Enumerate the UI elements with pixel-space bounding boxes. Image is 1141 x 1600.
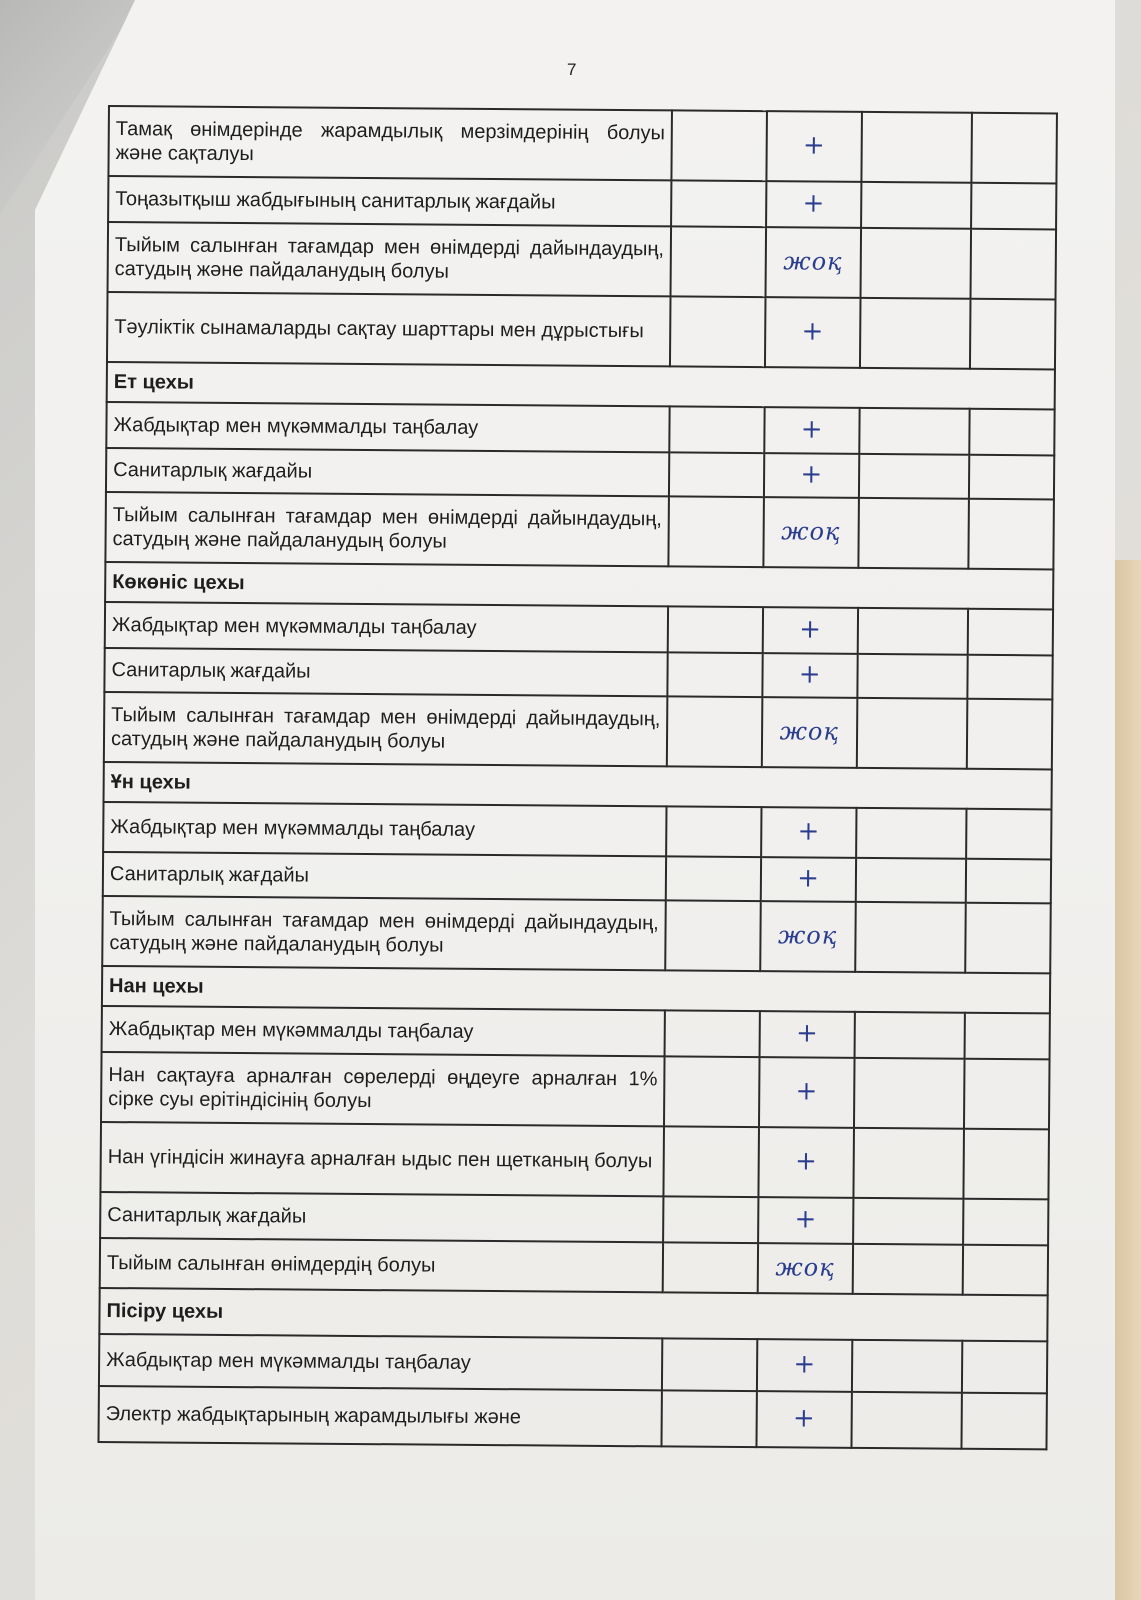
handwritten-mark: + [801,316,824,347]
table-row [102,896,1051,973]
empty-cell [968,655,1053,700]
empty-cell [851,1340,962,1393]
section-title: Ұн цехы [104,762,1052,809]
empty-cell [855,902,966,973]
empty-cell [665,1010,760,1057]
handwritten-mark-cell [765,227,860,298]
section-title: Нан цехы [102,966,1050,1013]
criterion-text: Тыйым салынған өнімдердің болуы [100,1238,664,1292]
handwritten-mark: + [800,459,823,490]
table-row [104,692,1053,769]
empty-cell [854,1058,965,1129]
handwritten-mark-cell [762,697,857,768]
table-row [106,402,1054,455]
desk-surface [1111,560,1141,1600]
handwritten-mark-cell [756,1391,851,1448]
empty-cell [663,1242,758,1293]
handwritten-mark-cell [762,653,857,698]
criterion-text: Тыйым салынған тағамдар мен өнімдерді дайындаудың, сатудың және пайдаланудың болуы [102,896,666,970]
table-row [105,492,1054,569]
empty-cell [663,1196,758,1243]
handwritten-mark-cell [766,181,861,228]
empty-cell [671,226,766,297]
criterion-text: Тыйым салынған тағамдар мен өнімдерді дайындаудың, сатудың және пайдаланудың болуы [104,692,668,766]
handwritten-mark: + [792,1403,815,1434]
table-row [98,1386,1046,1449]
empty-cell [669,496,764,567]
empty-cell [857,608,968,655]
handwritten-mark-cell [757,1339,852,1392]
empty-cell [969,499,1054,570]
handwritten-mark-cell [764,407,859,454]
handwritten-mark: жоқ [777,921,838,950]
criterion-text: Тыйым салынған тағамдар мен өнімдерді дайындаудың, сатудың және пайдаланудың болуы [105,492,669,566]
empty-cell [855,858,966,903]
criterion-text: Санитарлық жағдайы [106,448,669,496]
empty-cell [962,1393,1047,1450]
empty-cell [854,1012,965,1059]
empty-cell [971,183,1056,230]
inspection-checklist-table [97,105,1057,1450]
criterion-text: Нан үгіндісін жинауға арналған ыдыс пен щетканың болуы [100,1122,664,1196]
empty-cell [964,1129,1049,1200]
handwritten-mark: + [802,130,825,161]
empty-cell [972,113,1057,184]
table-row [101,1052,1050,1129]
empty-cell [861,112,972,183]
handwritten-mark: + [798,659,821,690]
criterion-text: Санитарлық жағдайы [103,852,666,900]
handwritten-mark: жоқ [781,517,841,546]
empty-cell [965,1013,1050,1060]
empty-cell [852,1244,963,1295]
empty-cell [662,1338,757,1391]
empty-cell [853,1128,964,1199]
empty-cell [858,498,969,569]
criterion-text: Жабдықтар мен мүкәммалды таңбалау [99,1334,663,1390]
empty-cell [669,406,764,453]
handwritten-mark-cell [761,857,856,902]
handwritten-mark: + [794,1146,817,1177]
table-row [100,1238,1048,1295]
criterion-text: Тоңазытқыш жабдығының санитарлық жағдайы [108,176,672,226]
empty-cell [857,654,968,699]
empty-cell [664,1126,759,1197]
empty-cell [971,229,1056,300]
handwritten-mark-cell [759,1011,854,1058]
table-row [100,1192,1048,1245]
empty-cell [963,1199,1048,1246]
criterion-text: Тамақ өнімдерінде жарамдылық мерзімдерінің болуы және сақталуы [108,106,672,180]
empty-cell [856,808,967,859]
criterion-text: Жабдықтар мен мүкәммалды таңбалау [103,802,667,856]
empty-cell [967,699,1052,770]
handwritten-mark-cell [758,1197,853,1244]
handwritten-mark-cell [763,497,858,568]
criterion-text: Жабдықтар мен мүкәммалды таңбалау [105,602,669,652]
empty-cell [666,856,761,901]
handwritten-mark: + [797,863,820,894]
empty-cell [667,696,762,767]
handwritten-mark-cell [764,453,859,498]
empty-cell [662,1390,757,1447]
criterion-text: Нан сақтауға арналған сөрелерді өңдеуге арналған 1% сірке суы ерітіндісінің болуы [101,1052,665,1126]
page-number: 7 [567,60,577,79]
handwritten-mark-cell [765,297,860,368]
empty-cell [665,900,760,971]
empty-cell [963,1245,1048,1296]
handwritten-mark: жоқ [779,717,840,746]
table-row [108,222,1057,299]
empty-cell [962,1341,1047,1394]
section-title: Пісіру цехы [99,1288,1047,1341]
table-row [108,106,1057,183]
handwritten-mark: + [794,1204,817,1235]
table-row [99,1334,1047,1393]
empty-cell [859,298,970,369]
empty-cell [968,609,1053,656]
empty-cell [670,296,765,367]
empty-cell [964,1059,1049,1130]
table-row [108,176,1056,229]
empty-cell [966,903,1051,974]
handwritten-mark: + [800,414,823,445]
handwritten-mark: + [795,1076,818,1107]
table-row [106,448,1054,499]
empty-cell [853,1198,964,1245]
handwritten-mark-cell [759,1057,854,1128]
empty-cell [671,180,766,227]
handwritten-mark: жоқ [775,1253,835,1282]
table-row [103,852,1051,903]
handwritten-mark: + [793,1349,816,1380]
empty-cell [672,110,767,181]
handwritten-mark-cell [763,607,858,654]
handwritten-mark-cell [758,1243,853,1294]
handwritten-mark: + [795,1018,818,1049]
table-row [103,802,1051,859]
empty-cell [669,452,764,497]
table-row [100,1122,1049,1199]
criterion-text: Санитарлық жағдайы [104,648,667,696]
section-title: Көкөніс цехы [105,562,1053,609]
handwritten-mark-cell [766,111,861,182]
empty-cell [970,409,1055,456]
section-title: Ет цехы [107,362,1055,409]
handwritten-mark-cell [758,1127,853,1198]
empty-cell [668,606,763,653]
handwritten-mark: + [797,816,820,847]
criterion-text: Электр жабдықтарының жарамдылығы және [98,1386,662,1446]
criterion-text: Жабдықтар мен мүкәммалды таңбалау [102,1006,666,1056]
criterion-text: Тәуліктік сынамаларды сақтау шарттары мен дұрыстығы [107,292,671,366]
handwritten-mark: + [802,188,825,219]
empty-cell [970,299,1055,370]
table-row [102,1006,1050,1059]
table-row [104,648,1052,699]
table-row [105,602,1053,655]
empty-cell [860,228,971,299]
empty-cell [664,1056,759,1127]
empty-cell [856,698,967,769]
empty-cell [969,455,1054,500]
empty-cell [858,454,969,499]
handwritten-mark: жоқ [783,247,843,276]
empty-cell [966,809,1051,860]
empty-cell [966,859,1051,904]
empty-cell [861,182,972,229]
empty-cell [666,806,761,857]
empty-cell [859,408,970,455]
empty-cell [668,652,763,697]
handwritten-mark: + [799,614,822,645]
criterion-text: Тыйым салынған тағамдар мен өнімдерді дайындаудың, сатудың және пайдаланудың болуы [108,222,672,296]
criterion-text: Жабдықтар мен мүкәммалды таңбалау [106,402,670,452]
handwritten-mark-cell [760,901,855,972]
handwritten-mark-cell [761,807,856,858]
criterion-text: Санитарлық жағдайы [100,1192,664,1242]
section-row [99,1288,1047,1341]
empty-cell [851,1392,962,1449]
table-row [107,292,1056,369]
